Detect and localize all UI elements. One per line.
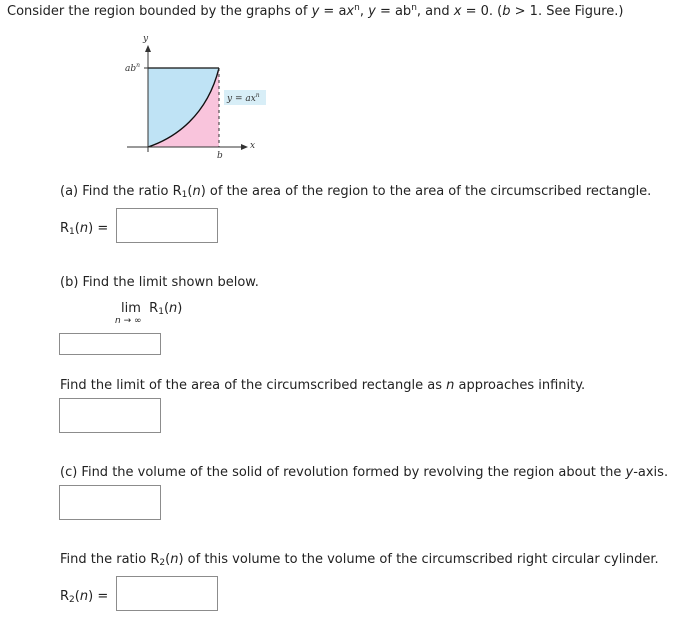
problem-statement (7, 4, 624, 19)
intro-lead: Consider the region bounded by the graphs of (7, 4, 312, 19)
eq3-rest: = 0. ( (461, 4, 503, 19)
limit-r1-answer-input[interactable] (59, 333, 161, 355)
eq1-exp: n (354, 3, 360, 13)
lim-word: lim (121, 301, 141, 316)
cond-rest: > 1. See Figure.) (510, 4, 624, 19)
part-c-ratio-prompt: Find the ratio $R_2(n)$ of this volume to the volume of the circumscribed right circular cylinder. (60, 552, 659, 568)
curve-label: $y = ax^n$ (227, 92, 260, 104)
part-a-prompt: (a) Find the ratio $R_1(n)$ of the area of the region to the area of the circumscribed rectangle. (60, 184, 652, 200)
part-c-answer-label: $R_2(n)$ = (60, 589, 109, 605)
volume-answer-input[interactable] (59, 485, 161, 520)
part-a-answer-label: $R_1(n)$ = (60, 221, 109, 237)
eq2-mid: = ab (375, 4, 412, 19)
cond-var: b (502, 4, 511, 19)
r1-answer-input[interactable] (116, 208, 218, 243)
intro-sep1: , (359, 4, 369, 19)
y-axis-arrow (145, 45, 151, 52)
x-axis-label: x (250, 141, 256, 151)
b-label: b (217, 151, 223, 161)
x-axis-arrow (241, 144, 248, 150)
y-axis-label: y (143, 34, 149, 44)
eq1-mid: = a (319, 4, 347, 19)
eq1-var: x (346, 4, 355, 19)
abn-label: $ab^n$ (125, 62, 141, 74)
eq2-exp: n (411, 3, 417, 13)
eq1-lhs: y (311, 4, 320, 19)
r2-answer-input[interactable] (116, 576, 218, 611)
part-b-followup-prompt: Find the limit of the area of the circumscribed rectangle as n approaches infinity. (60, 378, 586, 393)
part-b-prompt: (b) Find the limit shown below. (60, 275, 259, 290)
part-c-prompt: (c) Find the volume of the solid of revolution formed by revolving the region about the y-axis. (60, 465, 669, 480)
limit-subscript: n → ∞ (115, 316, 142, 326)
limit-expression: $\lim R_1(n)$ (121, 301, 183, 317)
region-figure (115, 30, 275, 165)
intro-sep2: , and (416, 4, 454, 19)
rectangle-limit-answer-input[interactable] (59, 398, 161, 433)
eq3-lhs: x (453, 4, 462, 19)
eq2-lhs: y (368, 4, 376, 19)
